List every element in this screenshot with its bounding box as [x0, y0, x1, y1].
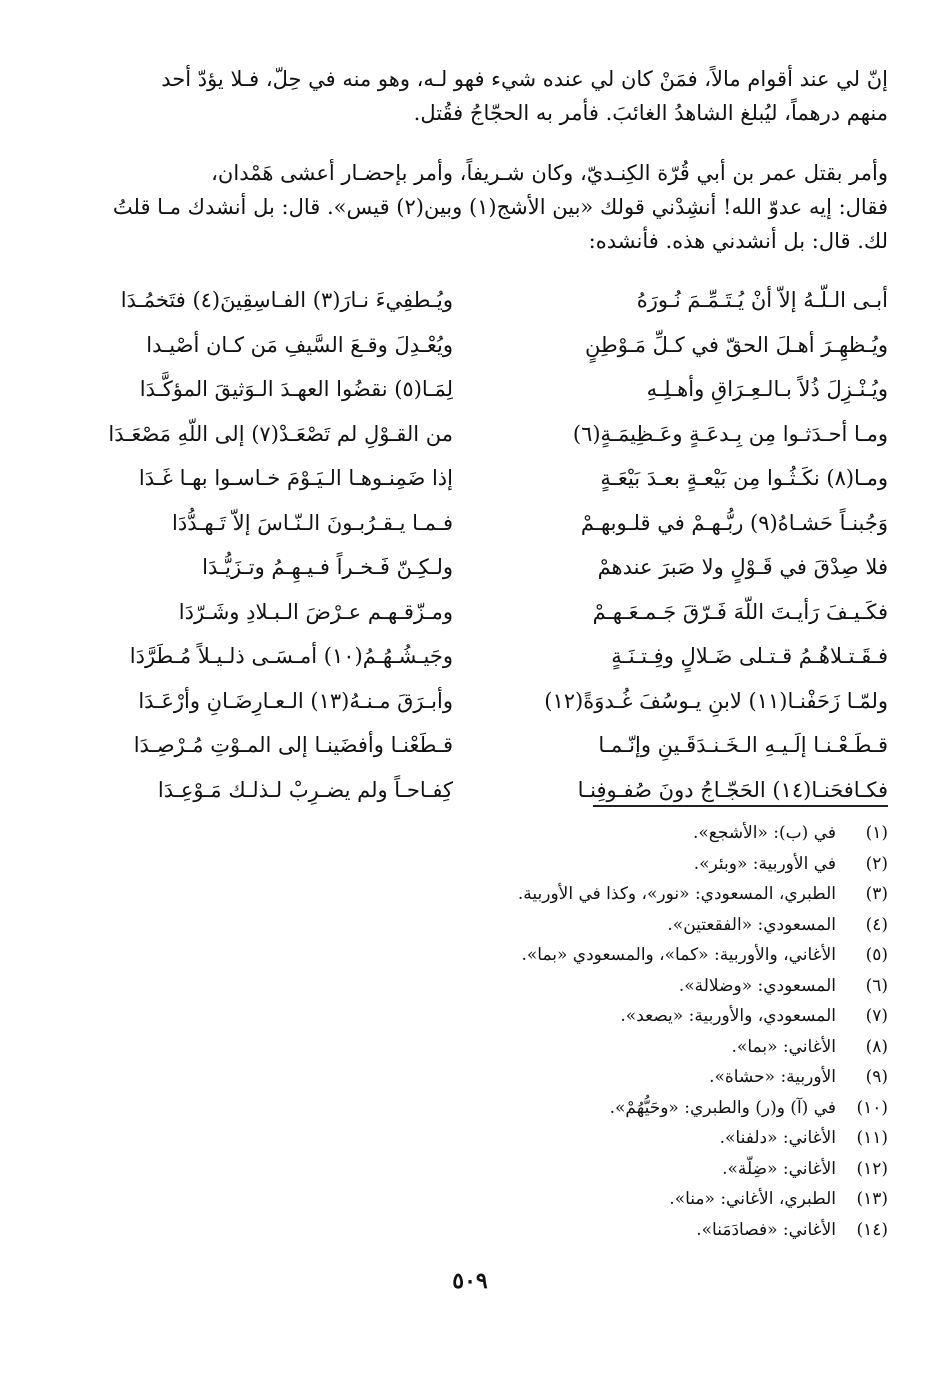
poem-verse [58, 679, 888, 724]
poem-verse [58, 367, 888, 412]
verse-first-hemistich: أبـى الـلّـهُ إلاّ أنْ يُـتَـمِّـمَ نُـورَهُ [636, 288, 888, 312]
footnote-text: الأغاني: «فصادَمَنا». [696, 1219, 836, 1240]
poem-verse [58, 634, 888, 679]
footnote [288, 1062, 888, 1093]
verse-first-hemistich: ويُـنْـزِلَ ذُلاً بـالـعِـرَاقِ وأهـلِـهِ [646, 377, 888, 401]
verse-second-hemistich: ولـكِـنّ فَـخـراً فـيـهِـمُ وتـزَيُّـدَا [202, 555, 453, 579]
footnote-number: (٦) [865, 975, 888, 996]
footnote-text: الأغاني: «بما». [731, 1036, 836, 1057]
footnote-number: (٨) [865, 1036, 888, 1057]
verse-second-hemistich: وأبـرَقَ مـنـهُ(١٣) الـعـارِضَـانِ وأرْعَـدَا [138, 688, 453, 713]
verse-first-hemistich: فكَـيـفَ رَأيـتَ اللّهَ فَـرّقَ جَـمـعَـهـمْ [592, 599, 888, 624]
footnote-text: الأغاني: «دلفنا». [719, 1128, 836, 1148]
footnote-text: في (آ) و(ر) والطبري: «وحَيُّهُمْ». [609, 1097, 836, 1118]
footnote-text: الطبري، الأغاني: «منا». [669, 1189, 836, 1209]
verse-first-hemistich: فلا صِدْقَ في قَـوْلٍ ولا صَبرَ عندهمْ [597, 555, 888, 579]
footnote-number: (١) [865, 823, 888, 843]
poem-verse [58, 456, 888, 501]
footnote [288, 1184, 888, 1215]
footnote [288, 910, 888, 941]
footnote [288, 1215, 888, 1246]
poem-verse [58, 323, 888, 368]
footnote [288, 1123, 888, 1154]
verse-second-hemistich: ومـزّقـهـم عـرْضَ الـبـلادِ وشَـرّدَا [178, 599, 453, 624]
footnote-text: الطبري، المسعودي: «نور»، وكذا في الأوربية. [517, 884, 836, 904]
footnote [288, 940, 888, 971]
poem [58, 278, 888, 812]
verse-second-hemistich: قـطَعْنـا وأفضَينـا إلى المـوْتِ مُـرْصِـدَا [133, 733, 453, 757]
poem-verse [58, 278, 888, 323]
verse-second-hemistich: فـمـا يـقـرُبـونَ الـنّـاسَ إلاّ تَـهـدُّدَا [172, 510, 453, 535]
verse-first-hemistich: ومـا(٨) نكَـثُـوا مِن بَيْعـةٍ بعـدَ بَيْعَـةٍ [600, 466, 888, 490]
verse-first-hemistich: وَجُبنـاً حَشـاهُ(٩) ربُّـهـمْ في قلـوبهـمْ [580, 510, 888, 535]
footnote [288, 849, 888, 880]
paragraph-line: فقال: إيه عدوّ الله! أنشِدْني قولك «بين الأشج(١) وبين(٢) قيس». قال: بل أنشدك مـا قلتُ [112, 195, 888, 219]
verse-second-hemistich: وجَيـشُـهُـمُ(١٠) أمـسَـى ذلـيـلاً مُـطَرَّدَا [129, 644, 453, 668]
verse-second-hemistich: ويُعْـدِلَ وقـعَ السَّيفِ مَن كـان أصْيـدا [146, 332, 453, 357]
poem-verse [58, 590, 888, 635]
poem-verse [58, 412, 888, 457]
verse-second-hemistich: كِفـاحـاً ولم يضـرِبْ لـذلـك مَـوْعِـدَا [157, 777, 453, 802]
footnote [288, 818, 888, 849]
footnote-number: (٩) [865, 1067, 888, 1087]
footnote-text: الأغاني، والأوربية: «كما»، والمسعودي «بما». [521, 945, 836, 965]
paragraph-line: لك. قال: بل أنشدني هذه. فأنشده: [588, 229, 888, 253]
footnote-text: المسعودي: «وضلالة». [678, 975, 836, 996]
footnote-text: في الأوربية: «وبئر». [693, 853, 836, 874]
poem-verse [58, 501, 888, 546]
verse-first-hemistich: فـقَـتـلاهُـمُ قـتـلى ضَـلالٍ وفِـتـنَـةٍ [611, 644, 888, 668]
footnote [288, 1154, 888, 1185]
verse-second-hemistich: من القـوْلِ لم تَصْعَـدْ(٧) إلى اللّهِ مَصْعَـدَا [108, 421, 453, 446]
verse-first-hemistich: ومـا أحـدَثـوا مِن بِـدعَـةٍ وعَـظِيمَـةٍ(٦) [572, 421, 888, 446]
footnote-text: الأوربية: «حشاة». [709, 1067, 836, 1087]
verse-second-hemistich: ويُـطفِيءَ نـارَ(٣) الفـاسِقِينَ(٤) فتَخمُـدَا [120, 288, 453, 312]
verse-first-hemistich: ويُـظهِـرَ أهـلَ الحقّ في كـلِّ مَـوْطِنٍ [585, 332, 888, 357]
footnote [288, 1093, 888, 1124]
footnote-number: (١١) [856, 1128, 888, 1148]
paragraph-1 [58, 62, 888, 130]
footnote [288, 879, 888, 910]
footnote-text: المسعودي: «الفقعتين». [667, 914, 836, 935]
footnote-number: (٣) [865, 884, 888, 904]
footnote-text: المسعودي، والأوربية: «يصعد». [620, 1006, 836, 1026]
paragraph-line: إنّ لي عند أقوام مالاً، فمَنْ كان لي عنده شيء فهو لـه، وهو منه في حِلّ، فـلا يؤدّ أحد [161, 67, 888, 91]
verse-second-hemistich: إذا ضَمِنـوهـا الـيَـوْمَ خـاسـوا بهـا غَـدَا [138, 466, 453, 490]
footnote-text: في (ب): «الأشجع». [693, 823, 836, 843]
paragraph-2 [58, 156, 888, 258]
footnotes [288, 818, 888, 1245]
footnote-divider [593, 805, 888, 807]
footnote-number: (١٣) [856, 1189, 888, 1209]
paragraph-line: منهم درهماً، ليُبلغ الشاهدُ الغائبَ. فأمر به الحجّاجُ فقُتل. [413, 101, 888, 125]
footnote-number: (١٤) [856, 1219, 888, 1240]
verse-first-hemistich: ولمّـا زَحَفْنـا(١١) لابنِ يـوسُفَ غُـدوَةً(١٢) [544, 688, 888, 713]
footnote-number: (٧) [865, 1006, 888, 1026]
footnote [288, 1032, 888, 1063]
footnote-number: (٢) [865, 853, 888, 874]
verse-first-hemistich: قـطَـعْـنـا إلَـيـهِ الـخَـنـدَقَـينِ وإنّـمـا [598, 733, 888, 757]
footnote-number: (٥) [865, 945, 888, 965]
footnote [288, 971, 888, 1002]
footnote-number: (١٢) [856, 1158, 888, 1179]
paragraph-line: وأمر بقتل عمر بن أبي قُرّة الكِنـديّ، وكان شـريفاً، وأمر بإحضـار أعشى هَمْدان، [211, 161, 888, 185]
poem-verse [58, 545, 888, 590]
page-number: ٥٠٩ [452, 1268, 488, 1294]
verse-second-hemistich: لِمَـا(٥) نقضُوا العهـدَ الـوَثيقَ المؤكَّـدَا [139, 377, 453, 401]
footnote [288, 1001, 888, 1032]
poem-verse [58, 723, 888, 768]
footnote-text: الأغاني: «ضِلّة». [722, 1158, 836, 1179]
verse-first-hemistich: فكـافحَنـا(١٤) الحَجّـاجُ دونَ صُفـوفِنـا [577, 777, 888, 802]
footnote-number: (١٠) [856, 1097, 888, 1118]
footnote-number: (٤) [865, 914, 888, 935]
